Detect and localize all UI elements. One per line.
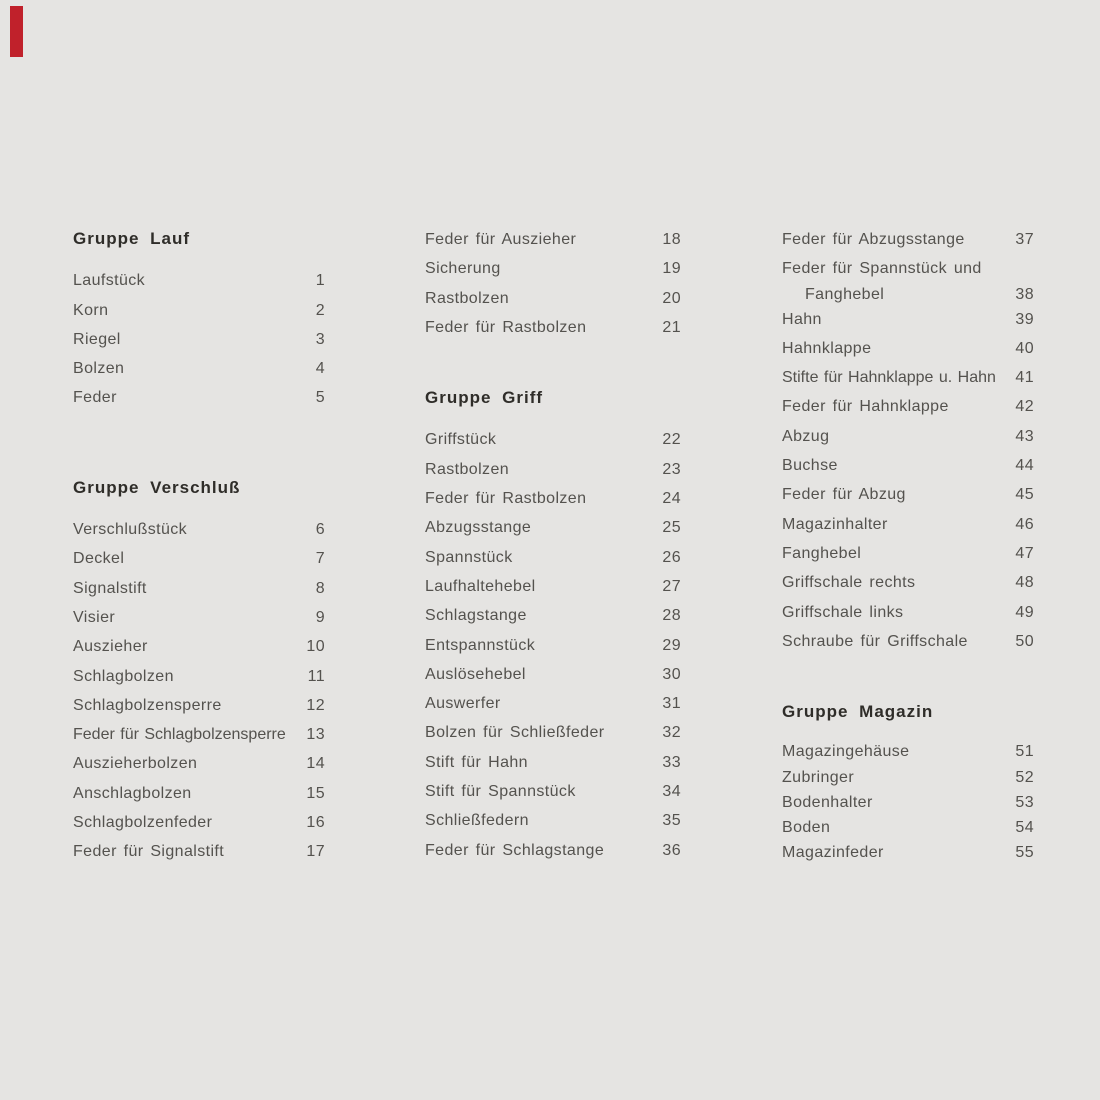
part-row (425, 806, 681, 835)
part-row (425, 425, 681, 454)
part-name (782, 363, 1009, 392)
part-number: 22 (662, 431, 681, 449)
part-number: 35 (662, 812, 681, 830)
part-row (73, 720, 325, 749)
part-name-text: Spannstück (425, 548, 513, 566)
part-name-text: Feder für Signalstift (73, 843, 225, 861)
part-name (425, 543, 656, 572)
part-name-text: Rastbolzen (425, 289, 510, 307)
group-heading: Gruppe Lauf (73, 229, 191, 248)
part-number: 4 (315, 360, 325, 378)
part-row (425, 572, 681, 601)
part-name-text: Stifte für Hahnklappe u. Hahn (782, 369, 996, 387)
part-row (782, 840, 1034, 865)
part-number: 17 (306, 843, 325, 861)
part-name (73, 325, 310, 354)
part-name-text: Feder für Schlagbolzensperre (73, 726, 286, 744)
part-name (782, 254, 1009, 304)
part-name-text: Visier (73, 608, 116, 626)
part-name (425, 660, 656, 689)
part-name-text: Stift für Hahn (425, 753, 528, 771)
part-name (782, 815, 1009, 840)
part-row (782, 790, 1034, 815)
part-row (73, 354, 325, 383)
part-name (782, 225, 1009, 254)
part-name (782, 480, 1009, 509)
part-name (425, 484, 656, 513)
part-row (425, 601, 681, 630)
part-name (782, 627, 1009, 656)
part-number: 5 (315, 389, 325, 407)
part-name (73, 515, 310, 544)
part-name-text: Feder für Spannstück und (782, 260, 982, 278)
part-name (73, 544, 310, 573)
part-row (782, 568, 1034, 597)
part-name (73, 749, 300, 778)
part-number: 48 (1015, 574, 1034, 592)
part-name-text: Feder für Rastbolzen (425, 490, 587, 508)
part-name-text: Feder für Abzugsstange (782, 231, 965, 248)
part-row (425, 284, 681, 313)
part-number: 42 (1015, 398, 1034, 416)
part-number: 49 (1015, 603, 1034, 621)
part-name-text: Griffschale links (782, 603, 904, 621)
part-name-text: Feder (73, 389, 117, 407)
part-number: 13 (306, 726, 325, 744)
part-name-text: Fanghebel (782, 544, 862, 562)
part-number: 21 (662, 318, 681, 336)
parts-list (782, 739, 1034, 865)
part-name (425, 313, 656, 342)
part-number: 29 (662, 636, 681, 654)
part-number: 3 (315, 330, 325, 348)
part-name (782, 568, 1009, 597)
part-number: 27 (662, 577, 681, 595)
part-name-text: Signalstift (73, 579, 147, 597)
part-name (73, 383, 310, 412)
part-number: 37 (1015, 231, 1034, 248)
part-number: 53 (1015, 793, 1034, 811)
part-number: 7 (315, 550, 325, 568)
part-number: 46 (1015, 515, 1034, 533)
part-name-text: Zubringer (782, 768, 855, 786)
group-heading: Gruppe Griff (425, 388, 544, 408)
part-number: 45 (1015, 486, 1034, 504)
part-name (782, 334, 1009, 363)
part-name (425, 631, 656, 660)
part-row (782, 510, 1034, 539)
part-name-text: Riegel (73, 330, 121, 348)
part-number: 34 (662, 783, 681, 801)
part-row (73, 837, 325, 866)
part-name-text: Schlagstange (425, 607, 527, 625)
part-row (425, 631, 681, 660)
part-name (73, 662, 302, 691)
part-name (73, 266, 310, 295)
part-name-text: Entspannstück (425, 636, 536, 654)
part-number: 40 (1015, 339, 1034, 357)
part-name-text: Korn (73, 301, 109, 319)
part-name-text: Schlagbolzensperre (73, 696, 222, 714)
parts-list (425, 225, 681, 342)
part-row (73, 808, 325, 837)
part-row (782, 363, 1034, 392)
part-name (782, 451, 1009, 480)
part-number: 44 (1015, 457, 1034, 475)
part-number: 33 (662, 753, 681, 771)
part-number: 10 (306, 638, 325, 656)
part-number: 36 (662, 841, 681, 859)
part-row (782, 739, 1034, 764)
part-row (782, 305, 1034, 334)
part-row (782, 627, 1034, 656)
group-heading: Gruppe Verschluß (73, 477, 241, 497)
part-name (425, 225, 656, 254)
part-name (73, 808, 300, 837)
part-row (73, 383, 325, 412)
part-name-text: Magazinhalter (782, 515, 888, 533)
part-row (73, 691, 325, 720)
part-name (782, 392, 1009, 421)
part-row (73, 515, 325, 544)
part-row (782, 254, 1034, 304)
part-name-text: Sicherung (425, 260, 501, 278)
part-name (425, 572, 656, 601)
part-name (425, 601, 656, 630)
part-name-text: Auswerfer (425, 695, 501, 713)
part-name (73, 603, 310, 632)
part-row (73, 325, 325, 354)
part-name-text: Verschlußstück (73, 521, 188, 539)
part-number: 19 (662, 260, 681, 278)
part-number: 52 (1015, 768, 1034, 786)
part-name (425, 777, 656, 806)
part-row (782, 392, 1034, 421)
part-number: 11 (307, 667, 325, 685)
part-number: 12 (306, 696, 325, 714)
part-name-text: Hahn (782, 310, 822, 328)
part-name (782, 598, 1009, 627)
part-name-text: Abzugsstange (425, 519, 532, 537)
part-name-text: Feder für Hahnklappe (782, 398, 949, 416)
part-row (425, 254, 681, 283)
part-name (425, 513, 656, 542)
part-name (782, 539, 1009, 568)
part-row (425, 718, 681, 747)
part-name (73, 720, 300, 749)
part-row (425, 543, 681, 572)
part-name (425, 748, 656, 777)
part-number: 1 (315, 272, 325, 290)
parts-column-3 (782, 225, 1034, 865)
part-name (782, 510, 1009, 539)
part-number: 14 (306, 755, 325, 773)
part-name (782, 305, 1009, 334)
part-name (782, 739, 1009, 764)
part-row (782, 225, 1034, 254)
parts-column-2 (425, 225, 681, 865)
part-row (782, 815, 1034, 840)
part-number: 28 (662, 607, 681, 625)
parts-list (73, 515, 325, 867)
part-name-text: Bodenhalter (782, 793, 873, 811)
part-row (425, 455, 681, 484)
part-name (73, 296, 310, 325)
part-name-text: Feder für Abzug (782, 486, 906, 504)
part-number: 41 (1015, 369, 1034, 387)
part-name-text: Stift für Spannstück (425, 783, 576, 801)
part-name-text: Schließfedern (425, 812, 529, 830)
part-row (425, 225, 681, 254)
part-name-text: Magazingehäuse (782, 743, 910, 761)
parts-list (73, 266, 325, 412)
part-number: 6 (315, 521, 325, 539)
red-tab-mark (10, 6, 23, 57)
part-name-text: Bolzen für Schließfeder (425, 724, 605, 742)
part-name-text: Auszieherbolzen (73, 755, 198, 773)
part-number: 9 (315, 608, 325, 626)
part-name (782, 840, 1009, 865)
part-name (73, 837, 300, 866)
part-name-text: Laufstück (73, 272, 146, 290)
part-row (425, 484, 681, 513)
parts-column-1 (73, 224, 325, 867)
part-row (425, 836, 681, 865)
part-name-text: Schlagbolzen (73, 667, 174, 685)
part-name-text: Laufhaltehebel (425, 577, 536, 595)
part-number: 30 (662, 665, 681, 683)
part-row (782, 334, 1034, 363)
part-number: 39 (1015, 310, 1034, 328)
part-number: 47 (1015, 544, 1034, 562)
part-name-text-line2: Fanghebel (805, 285, 885, 303)
part-name-text: Deckel (73, 550, 125, 568)
part-name-text: Griffstück (425, 431, 497, 449)
part-name (425, 718, 656, 747)
part-row (73, 544, 325, 573)
part-row (782, 539, 1034, 568)
part-row (425, 513, 681, 542)
part-name-text: Rastbolzen (425, 460, 510, 478)
part-name (425, 806, 656, 835)
part-number: 18 (662, 231, 681, 248)
part-row (73, 266, 325, 295)
part-number: 26 (662, 548, 681, 566)
part-name (782, 790, 1009, 815)
part-name-text: Abzug (782, 427, 830, 445)
part-name (73, 574, 310, 603)
part-row (73, 662, 325, 691)
part-name-text: Magazinfeder (782, 844, 884, 862)
part-number: 16 (306, 814, 325, 832)
part-name-text: Boden (782, 819, 831, 837)
part-number: 15 (306, 784, 325, 802)
part-row (425, 748, 681, 777)
part-name-text: Feder für Auszieher (425, 231, 577, 248)
part-row (73, 632, 325, 661)
part-row (73, 779, 325, 808)
part-name-text: Feder für Rastbolzen (425, 318, 587, 336)
part-name-text: Schlagbolzenfeder (73, 814, 213, 832)
part-row (73, 574, 325, 603)
part-row (425, 777, 681, 806)
part-name (73, 691, 300, 720)
part-number: 54 (1015, 819, 1034, 837)
part-number: 43 (1015, 427, 1034, 445)
part-number: 31 (662, 695, 681, 713)
part-row (73, 296, 325, 325)
part-name (425, 254, 656, 283)
group-heading: Gruppe Magazin (782, 702, 934, 722)
part-number: 20 (662, 289, 681, 307)
part-name (73, 632, 300, 661)
part-row (782, 480, 1034, 509)
part-row (73, 749, 325, 778)
part-number: 50 (1015, 632, 1034, 650)
parts-list (782, 225, 1034, 656)
part-number: 24 (662, 490, 681, 508)
part-name-text: Hahnklappe (782, 339, 872, 357)
parts-list (425, 425, 681, 864)
part-row (782, 598, 1034, 627)
part-name (73, 779, 300, 808)
part-row (425, 689, 681, 718)
part-name (782, 422, 1009, 451)
part-row (425, 660, 681, 689)
part-number: 25 (662, 519, 681, 537)
part-name-text: Griffschale rechts (782, 574, 916, 592)
part-row (73, 603, 325, 632)
part-name (425, 284, 656, 313)
part-name-text: Anschlagbolzen (73, 784, 192, 802)
part-row (425, 313, 681, 342)
part-name-text: Bolzen (73, 360, 125, 378)
part-row (782, 765, 1034, 790)
part-name (425, 425, 656, 454)
part-name-text: Schraube für Griffschale (782, 632, 968, 650)
part-name (782, 765, 1009, 790)
part-row (782, 451, 1034, 480)
part-number: 8 (315, 579, 325, 597)
part-number: 38 (1015, 285, 1034, 303)
part-name-text: Buchse (782, 457, 838, 475)
part-name (425, 455, 656, 484)
part-name-text: Feder für Schlagstange (425, 841, 605, 859)
part-name-text: Auszieher (73, 638, 148, 656)
part-name (425, 689, 656, 718)
part-name (73, 354, 310, 383)
part-number: 23 (662, 460, 681, 478)
part-name (425, 836, 656, 865)
part-name-text: Auslösehebel (425, 665, 526, 683)
part-number: 55 (1015, 844, 1034, 862)
part-number: 32 (662, 724, 681, 742)
part-number: 2 (315, 301, 325, 319)
part-row (782, 422, 1034, 451)
part-number: 51 (1015, 743, 1034, 761)
